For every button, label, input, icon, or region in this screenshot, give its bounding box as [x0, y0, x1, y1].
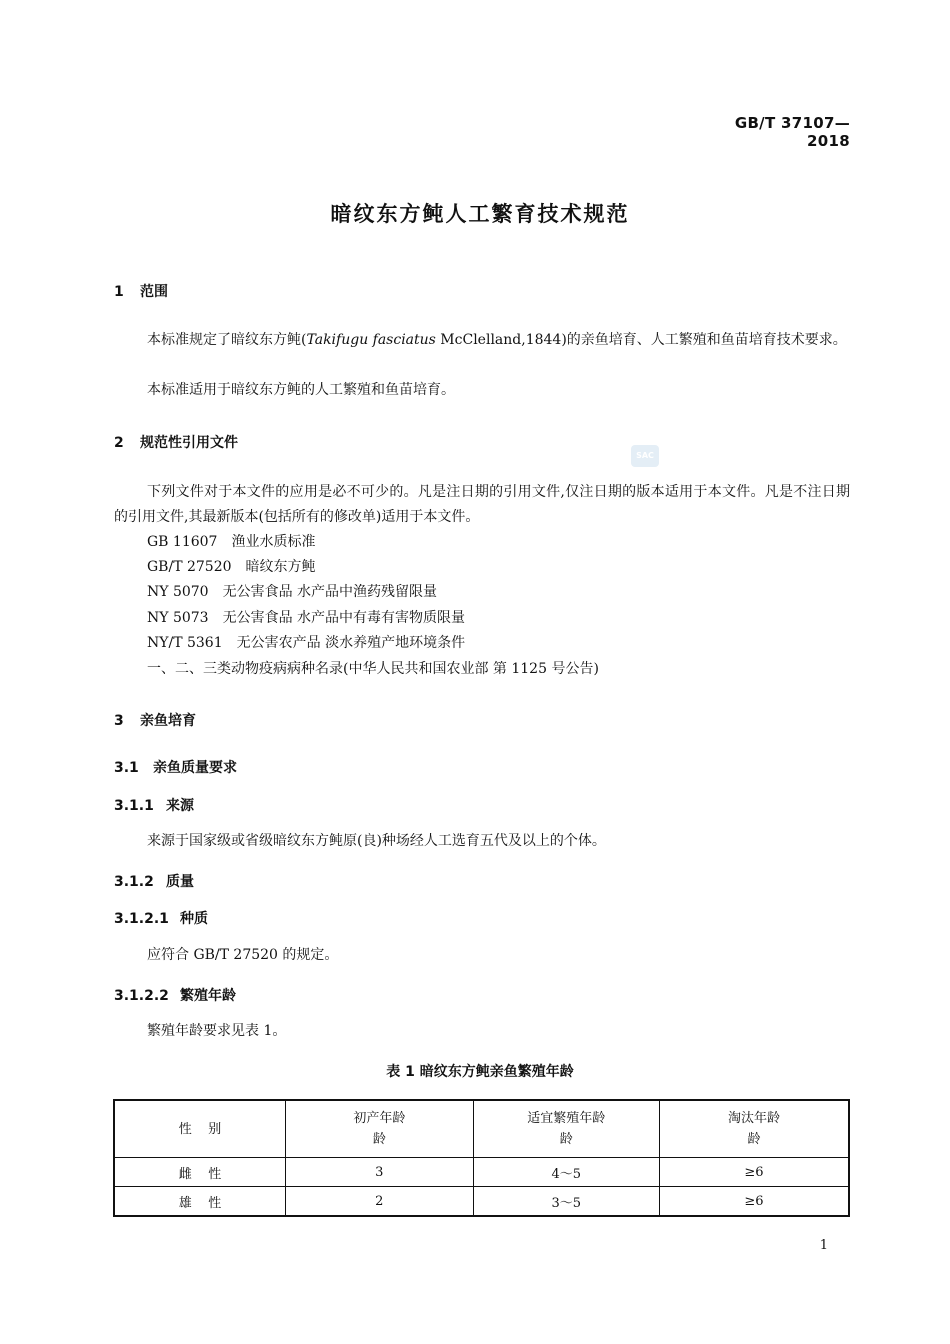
section-number: 3.1.2.1 — [114, 911, 169, 927]
section-number: 2 — [114, 435, 124, 451]
reference-code: GB 11607 — [147, 534, 218, 550]
table-cell: 雄 性 — [114, 1187, 286, 1217]
section-number: 3.1.1 — [114, 798, 154, 814]
reference-code: NY 5073 — [147, 610, 209, 626]
reference-item — [147, 580, 437, 605]
header-unit: 龄 — [747, 1132, 761, 1147]
reference-item-decree: 一、二、三类动物疫病病种名录(中华人民共和国农业部 第 1125 号公告) — [147, 661, 599, 677]
table-cell: ≥6 — [660, 1158, 850, 1187]
section-3-1-2-1-heading — [114, 908, 208, 928]
section-title: 繁殖年龄 — [180, 988, 236, 1004]
reference-item — [147, 631, 465, 656]
section-3-heading — [114, 710, 196, 730]
section-2-paragraph: 下列文件对于本文件的应用是必不可少的。凡是注日期的引用文件,仅注日期的版本适用于本文件。凡是不注日期的引用文件,其最新版本(包括所有的修改单)适用于本文件。 — [114, 484, 850, 525]
standard-code: GB/T 37107—2018 — [734, 114, 850, 150]
header-label: 初产年龄 — [353, 1111, 406, 1126]
table-row — [114, 1158, 849, 1187]
table-cell: 2 — [286, 1187, 473, 1217]
reference-code: GB/T 27520 — [147, 559, 232, 575]
section-1-paragraph-1 — [114, 328, 850, 353]
document-title: 暗纹东方鲀人工繁育技术规范 — [330, 202, 630, 226]
reference-name: 无公害农产品 淡水养殖产地环境条件 — [236, 635, 466, 651]
header-unit: 龄 — [372, 1132, 386, 1147]
section-3-1-heading — [114, 757, 237, 777]
section-title: 质量 — [166, 874, 194, 890]
reference-name: 无公害食品 水产品中渔药残留限量 — [222, 584, 438, 600]
section-title: 来源 — [166, 798, 194, 814]
section-number: 3.1.2 — [114, 874, 154, 890]
section-2-heading — [114, 432, 238, 452]
section-title: 种质 — [180, 911, 208, 927]
section-3-1-2-1-paragraph: 应符合 GB/T 27520 的规定。 — [147, 947, 339, 963]
section-number: 3 — [114, 713, 124, 729]
table-title: 表 1 暗纹东方鲀亲鱼繁殖年龄 — [386, 1064, 574, 1080]
reference-code: NY 5070 — [147, 584, 209, 600]
reference-name: 暗纹东方鲀 — [245, 559, 316, 575]
table-row — [114, 1187, 849, 1217]
section-3-1-2-2-heading — [114, 985, 236, 1005]
table-cell: 3～5 — [473, 1187, 659, 1217]
text-run: 本标准规定了暗纹东方鲀( — [147, 332, 307, 348]
table-header-cell — [286, 1100, 473, 1158]
table-header-cell — [660, 1100, 850, 1158]
reference-name: 无公害食品 水产品中有毒有害物质限量 — [222, 610, 466, 626]
header-label: 淘汰年龄 — [727, 1111, 780, 1126]
reference-item — [147, 530, 315, 555]
section-3-1-1-paragraph: 来源于国家级或省级暗纹东方鲀原(良)种场经人工选育五代及以上的个体。 — [147, 833, 606, 849]
table-cell: 3 — [286, 1158, 473, 1187]
header-unit: 龄 — [559, 1132, 573, 1147]
text-run: McClelland,1844)的亲鱼培育、人工繁殖和鱼苗培育技术要求。 — [435, 332, 847, 348]
table-cell: ≥6 — [660, 1187, 850, 1217]
table-header-cell — [114, 1100, 286, 1158]
reference-item — [147, 606, 465, 631]
section-3-1-2-2-paragraph: 繁殖年龄要求见表 1。 — [147, 1023, 287, 1039]
section-title: 范围 — [140, 284, 168, 300]
header-label: 适宜繁殖年龄 — [527, 1111, 606, 1126]
page-number: 1 — [819, 1238, 828, 1253]
section-3-1-1-heading — [114, 795, 194, 815]
section-1-paragraph-2: 本标准适用于暗纹东方鲀的人工繁殖和鱼苗培育。 — [147, 382, 455, 398]
watermark-logo: SAC — [631, 445, 659, 467]
section-title: 亲鱼质量要求 — [153, 760, 237, 776]
header-label: 性 别 — [178, 1121, 222, 1137]
section-number: 1 — [114, 284, 124, 300]
species-name: Takifugu fasciatus — [306, 332, 436, 348]
reference-name: 渔业水质标准 — [231, 534, 316, 550]
section-title: 规范性引用文件 — [140, 435, 238, 451]
section-title: 亲鱼培育 — [140, 713, 196, 729]
table-header-row — [114, 1100, 849, 1158]
section-3-1-2-heading — [114, 871, 194, 891]
reference-item — [147, 555, 316, 580]
section-1-heading — [114, 281, 168, 301]
section-number: 3.1.2.2 — [114, 988, 169, 1004]
table-cell: 4～5 — [473, 1158, 659, 1187]
reference-code: NY/T 5361 — [147, 635, 223, 651]
table-header-cell — [473, 1100, 659, 1158]
section-number: 3.1 — [114, 760, 139, 776]
breeding-age-table — [113, 1099, 850, 1217]
table-cell: 雌 性 — [114, 1158, 286, 1187]
